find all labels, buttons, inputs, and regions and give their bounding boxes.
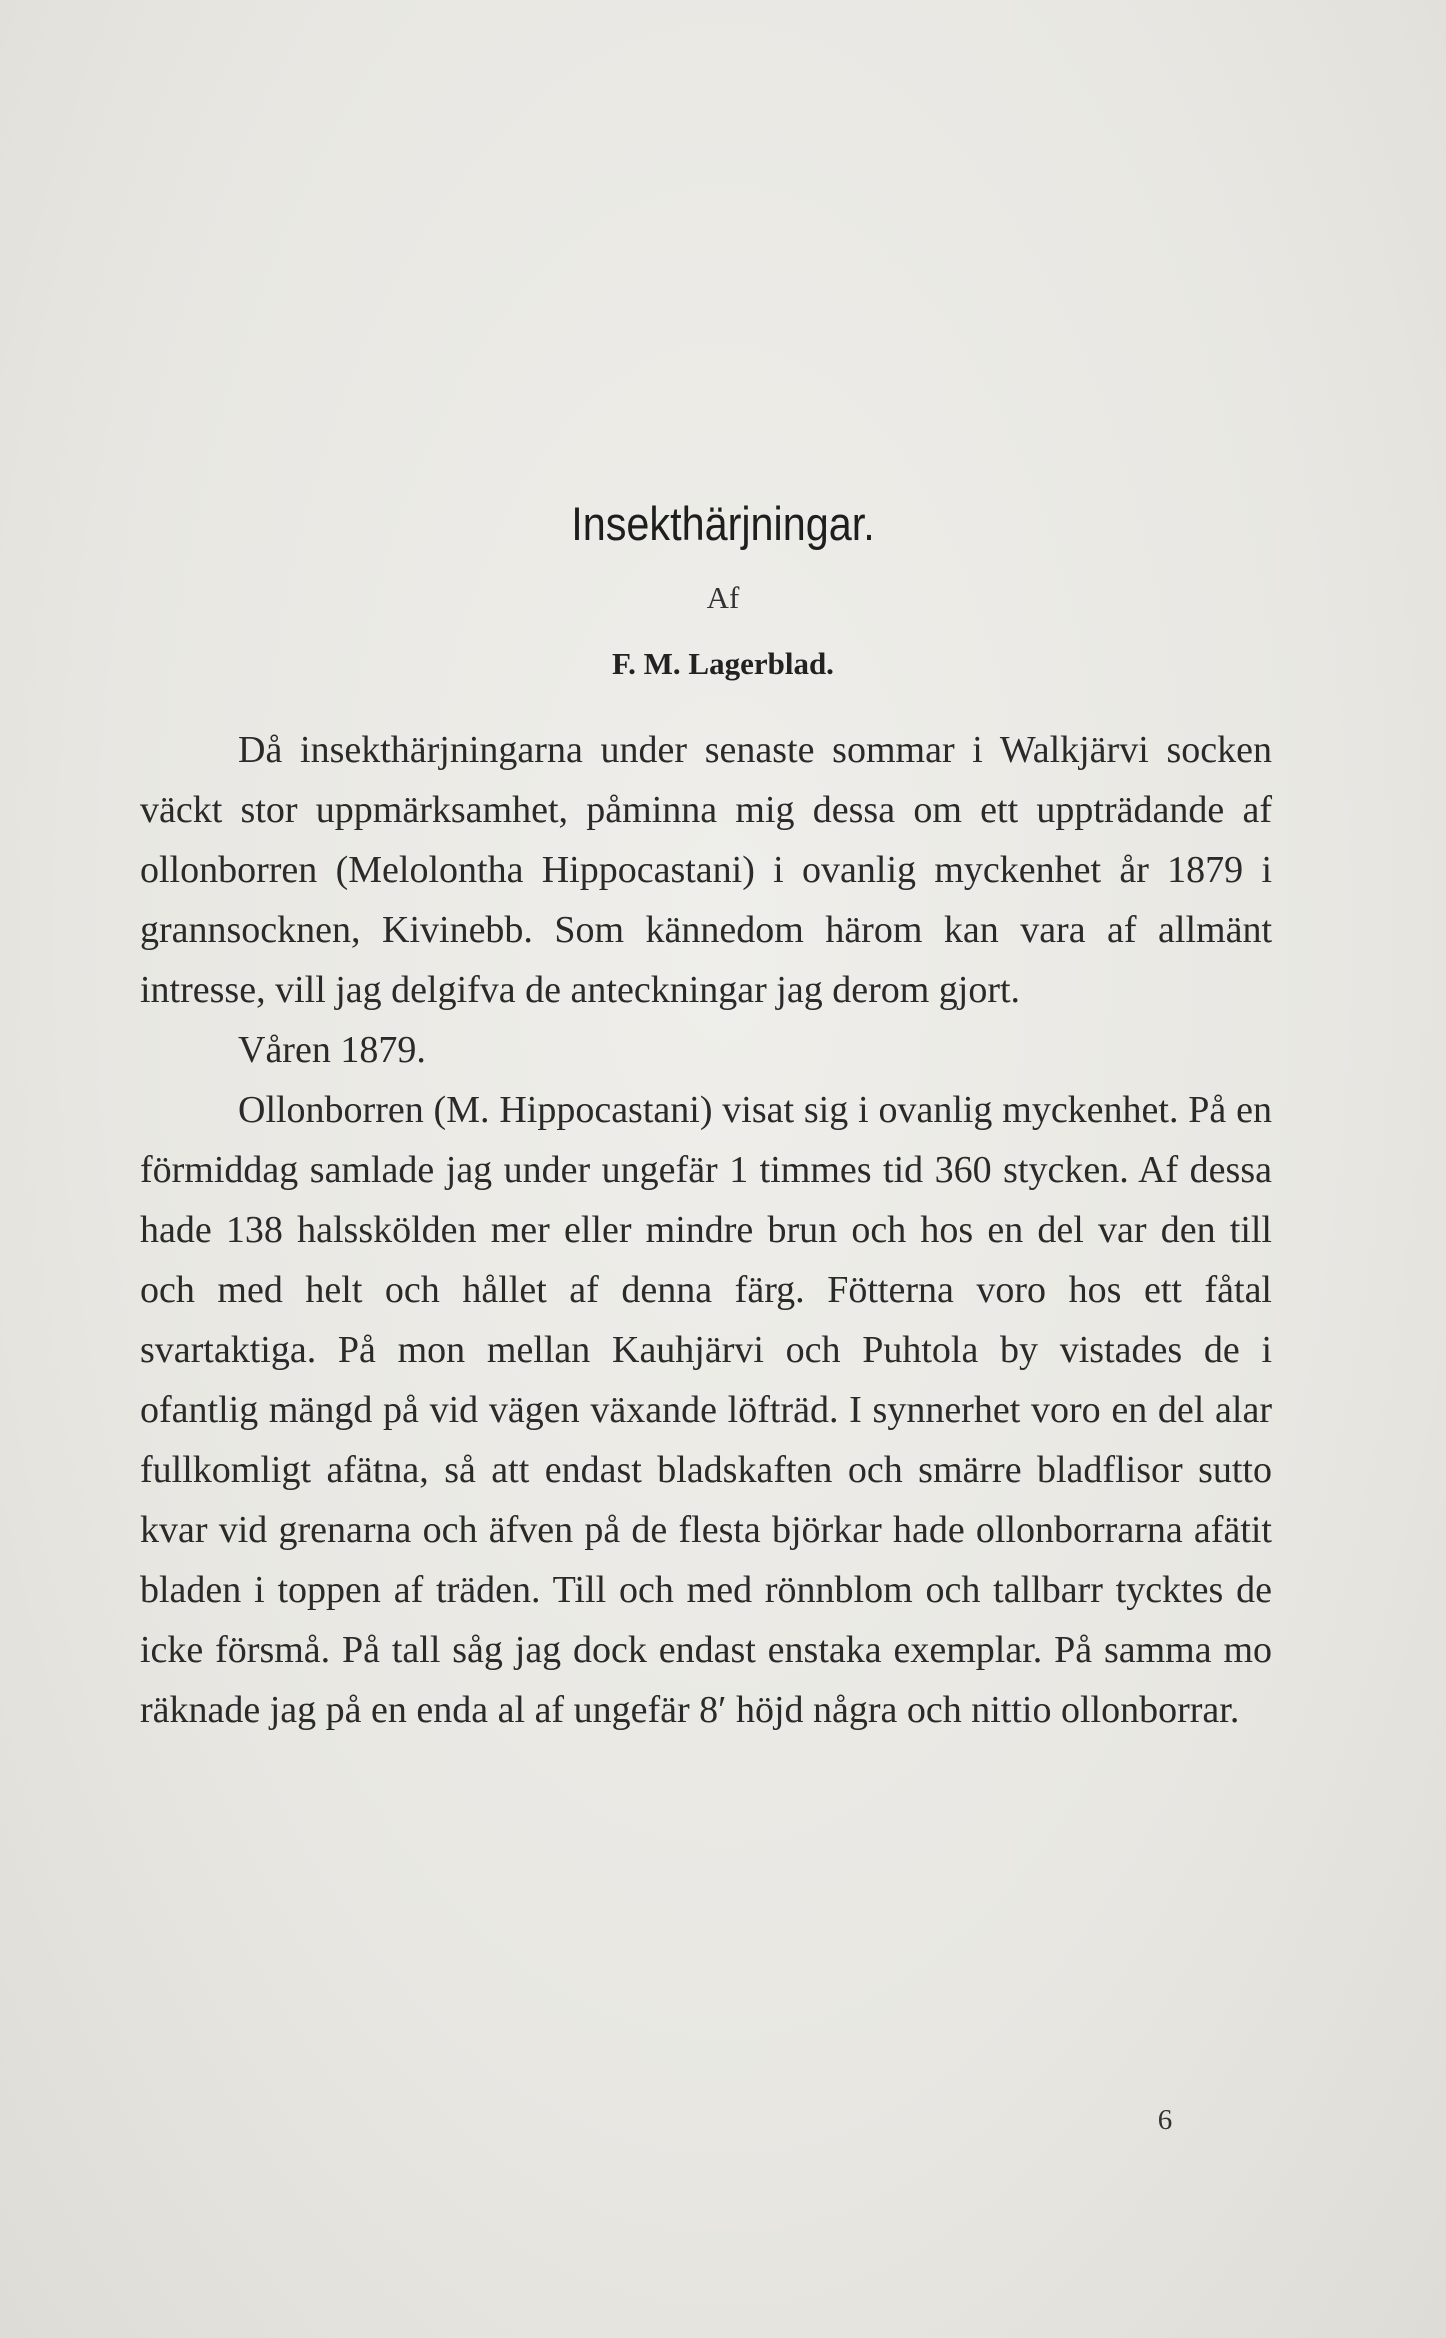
article-title: Insekthärjningar.	[571, 497, 875, 550]
paragraph-date-heading: Våren 1879.	[238, 1029, 426, 1071]
author-name: F. M. Lagerblad.	[612, 646, 834, 681]
page-number: 6	[1157, 2104, 1173, 2136]
byline-af: Af	[706, 580, 740, 615]
paragraph-observations: Ollonborren (M. Hippocastani) visat sig i ovanlig myckenhet. På en förmiddag samlade jag under ungefär 1 timmes tid 360 stycken. Af dessa hade 138 halsskölden mer eller mindre brun och hos en del var den till och med helt och hållet af denna färg. Fötterna voro hos ett fåtal svartaktiga. På mon mellan Kauhjärvi och Puhtola by vistades de i ofantlig mängd på vid vägen växande löfträd. I synnerhet voro en del alar fullkomligt afätna, så att endast bladskaften och smärre bladflisor sutto kvar vid grenarna och äfven på de flesta björkar hade ollonborrarna afätit bladen i toppen af träden. Till och med rönnblom och tallbarr tycktes de icke försmå. På tall såg jag dock endast enstaka exemplar. På samma mo räknade jag på en enda al af ungefär 8′ höjd några och nittio ollonborrar.	[140, 1089, 1272, 1731]
paragraph-intro: Då insekthärjningarna under senaste sommar i Walkjärvi socken väckt stor uppmärksamhet, påminna mig dessa om ett uppträdande af ollonborren (Melolontha Hippocastani) i ovanlig myckenhet år 1879 i grannsocknen, Kivinebb. Som kännedom härom kan vara af allmänt intresse, vill jag delgifva de anteckningar jag derom gjort.	[140, 729, 1272, 1011]
article-body	[140, 720, 1272, 1740]
